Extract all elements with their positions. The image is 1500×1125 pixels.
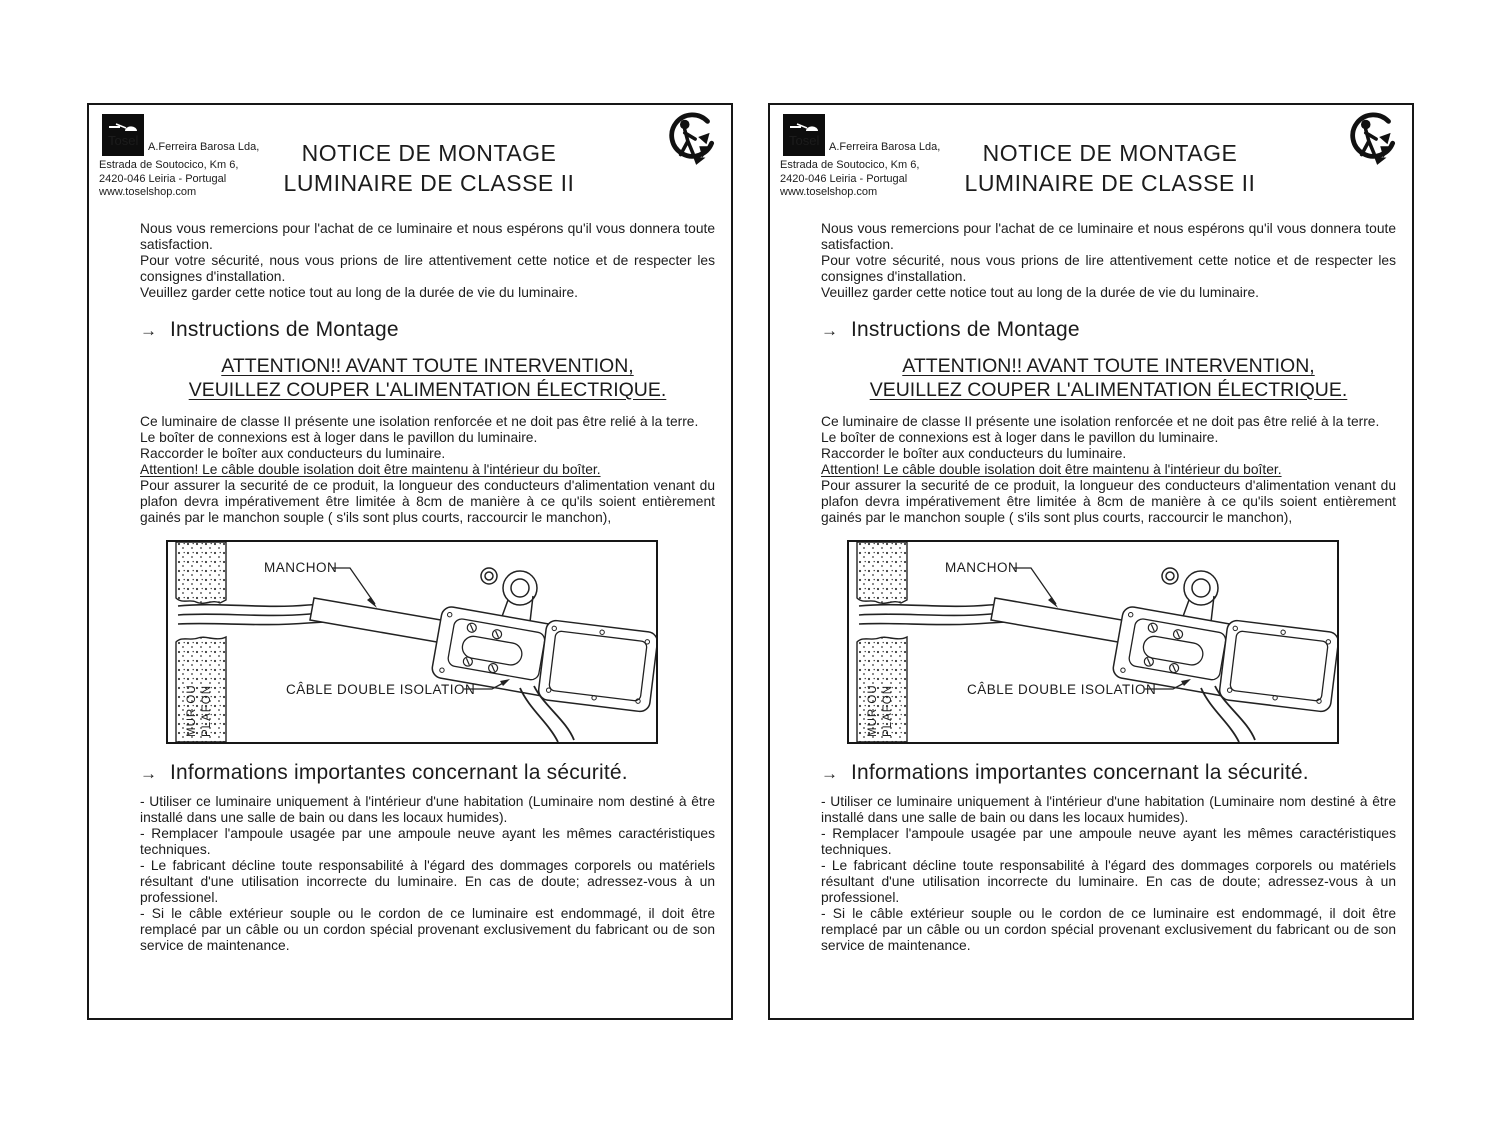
notice-page-right [768,103,1414,1020]
warning-line1: ATTENTION!! AVANT TOUTE INTERVENTION, [221,355,634,377]
warning-block [821,354,1396,402]
company-address [780,159,919,200]
mounting-diagram-drawing [849,542,1337,742]
page-body [89,209,731,954]
page-body [770,209,1412,954]
logo-brand-text: Tosel [108,133,139,148]
intro-paragraph-2: Pour votre sécurité, nous vous prions de lire attentivement cette notice et de respecter les consignes d'installation. [821,253,1396,284]
address-line: 2420-046 Leiria - Portugal [780,172,908,185]
cable-attention-line: Attention! Le câble double isolation doit être maintenu à l'intérieur du boîter. [140,462,601,477]
intro-paragraph-1: Nous vous remercions pour l'achat de ce luminaire et nous espérons qu'il vous donnera toute satisfaction. [140,221,715,252]
warning-block [140,354,715,402]
tosel-logo [102,114,144,156]
class2-paragraph [140,414,715,462]
safety-item: - Utiliser ce luminaire uniquement à l'intérieur d'une habitation (Luminaire nom destiné à être installé dans une salle de bain ou dans les locaux humides). [140,794,715,825]
intro-paragraph-3: Veuillez garder cette notice tout au long de la durée de vie du luminaire. [140,285,578,300]
body-line: Le boîter de connexions est à loger dans le pavillon du luminaire. [140,430,538,445]
wall-label-line2: PLAFON [201,684,213,737]
warning-line2: VEUILLEZ COUPER L'ALIMENTATION ÉLECTRIQUE. [869,379,1348,401]
page-title [229,138,629,198]
intro-paragraph-3: Veuillez garder cette notice tout au long de la durée de vie du luminaire. [821,285,1259,300]
section-instructions-title: Instructions de Montage [170,318,399,341]
cover-plate [538,619,656,712]
section-instructions-title: Instructions de Montage [851,318,1080,341]
supply-wires [859,604,1009,625]
company-name: A.Ferreira Barosa Lda, [148,141,260,153]
company-website: www.toselshop.com [780,186,878,198]
sleeve-paragraph: Pour assurer la securité de ce produit, la longueur des conducteurs d'alimentation venant du plafon devra impérativement être limitée à 8cm de manière à ce qu'ils soient entièrement gainés par le manchon souple ( s'ils sont plus courts, raccourcir le manchon), [140,478,715,525]
page-title-line2: LUMINAIRE DE CLASSE II [964,170,1256,196]
company-name: A.Ferreira Barosa Lda, [829,141,941,153]
section-instructions-heading [821,318,1396,341]
cover-plate [1219,619,1337,712]
arrow-bullet-icon: → [821,321,838,340]
logo-brand-text: Tosel [789,133,820,148]
safety-item: - Utiliser ce luminaire uniquement à l'intérieur d'une habitation (Luminaire nom destiné à être installé dans une salle de bain ou dans les locaux humides). [821,794,1396,825]
sleeve-paragraph: Pour assurer la securité de ce produit, la longueur des conducteurs d'alimentation venant du plafon devra impérativement être limitée à 8cm de manière à ce qu'ils soient entièrement gainés par le manchon souple ( s'ils sont plus courts, raccourcir le manchon), [821,478,1396,525]
page-title-line1: NOTICE DE MONTAGE [982,140,1238,166]
manchon-label: MANCHON [264,560,338,575]
supply-wires [178,604,328,625]
mounting-diagram [166,540,658,744]
manchon-label: MANCHON [945,560,1019,575]
section-safety-title: Informations importantes concernant la sécurité. [851,761,1309,784]
intro-paragraph-2: Pour votre sécurité, nous vous prions de lire attentivement cette notice et de respecter les consignes d'installation. [140,253,715,284]
body-line: Raccorder le boîter aux conducteurs du luminaire. [140,446,446,461]
wall-label-line1: MUR OU [867,684,879,737]
wall-label-line2: PLAFON [882,684,894,737]
section-instructions-heading [140,318,715,341]
safety-item: - Si le câble extérieur souple ou le cordon de ce luminaire est endommagé, il doit être remplacé par un câble ou un cordon spécial provenant exclusivement du fabricant ou de son service de maintenance. [140,906,715,953]
arrow-bullet-icon: → [821,764,838,783]
wall-strip-top [857,542,907,603]
class2-paragraph [821,414,1396,462]
address-line: Estrada de Soutocico, Km 6, [99,159,239,171]
triman-recycling-icon [663,111,721,165]
triman-recycling-icon [1344,111,1402,165]
company-address [99,159,238,200]
cable-label: CÂBLE DOUBLE ISOLATION [967,682,1157,697]
notice-page-left [87,103,733,1020]
page-title [910,138,1310,198]
body-line: Raccorder le boîter aux conducteurs du luminaire. [821,446,1127,461]
cable-label: CÂBLE DOUBLE ISOLATION [286,682,476,697]
address-line: 2420-046 Leiria - Portugal [99,172,227,185]
warning-line2: VEUILLEZ COUPER L'ALIMENTATION ÉLECTRIQUE. [188,379,667,401]
safety-item: - Remplacer l'ampoule usagée par une ampoule neuve ayant les mêmes caractéristiques techniques. [821,826,1396,857]
page-title-line2: LUMINAIRE DE CLASSE II [283,170,575,196]
section-safety-heading [140,761,715,784]
safety-item: - Remplacer l'ampoule usagée par une ampoule neuve ayant les mêmes caractéristiques techniques. [140,826,715,857]
tosel-logo [783,114,825,156]
cable-attention-line: Attention! Le câble double isolation doit être maintenu à l'intérieur du boîter. [821,462,1282,477]
safety-item: - Le fabricant décline toute responsabilité à l'égard des dommages corporels ou matériels résultant d'une utilisation incorrecte du luminaire. En cas de doute; adressez-vous à un professionel. [140,858,715,905]
body-line: Ce luminaire de classe II présente une isolation renforcée et ne doit pas être relié à la terre. [140,414,699,429]
wall-strip-top [176,542,226,603]
arrow-bullet-icon: → [140,764,157,783]
safety-item: - Si le câble extérieur souple ou le cordon de ce luminaire est endommagé, il doit être remplacé par un câble ou un cordon spécial provenant exclusivement du fabricant ou de son service de maintenance. [821,906,1396,953]
arrow-bullet-icon: → [140,321,157,340]
section-safety-title: Informations importantes concernant la sécurité. [170,761,628,784]
section-safety-heading [821,761,1396,784]
company-website: www.toselshop.com [99,186,197,198]
page-header [89,105,731,209]
wall-label-line1: MUR OU [186,684,198,737]
page-title-line1: NOTICE DE MONTAGE [301,140,557,166]
body-line: Ce luminaire de classe II présente une isolation renforcée et ne doit pas être relié à la terre. [821,414,1380,429]
address-line: Estrada de Soutocico, Km 6, [780,159,920,171]
mounting-diagram [847,540,1339,744]
intro-paragraph-1: Nous vous remercions pour l'achat de ce luminaire et nous espérons qu'il vous donnera toute satisfaction. [821,221,1396,252]
safety-items [821,794,1396,954]
safety-items [140,794,715,954]
safety-item: - Le fabricant décline toute responsabilité à l'égard des dommages corporels ou matériels résultant d'une utilisation incorrecte du luminaire. En cas de doute; adressez-vous à un professionel. [821,858,1396,905]
mounting-diagram-drawing [168,542,656,742]
body-line: Le boîter de connexions est à loger dans le pavillon du luminaire. [821,430,1219,445]
page-header [770,105,1412,209]
warning-line1: ATTENTION!! AVANT TOUTE INTERVENTION, [902,355,1315,377]
